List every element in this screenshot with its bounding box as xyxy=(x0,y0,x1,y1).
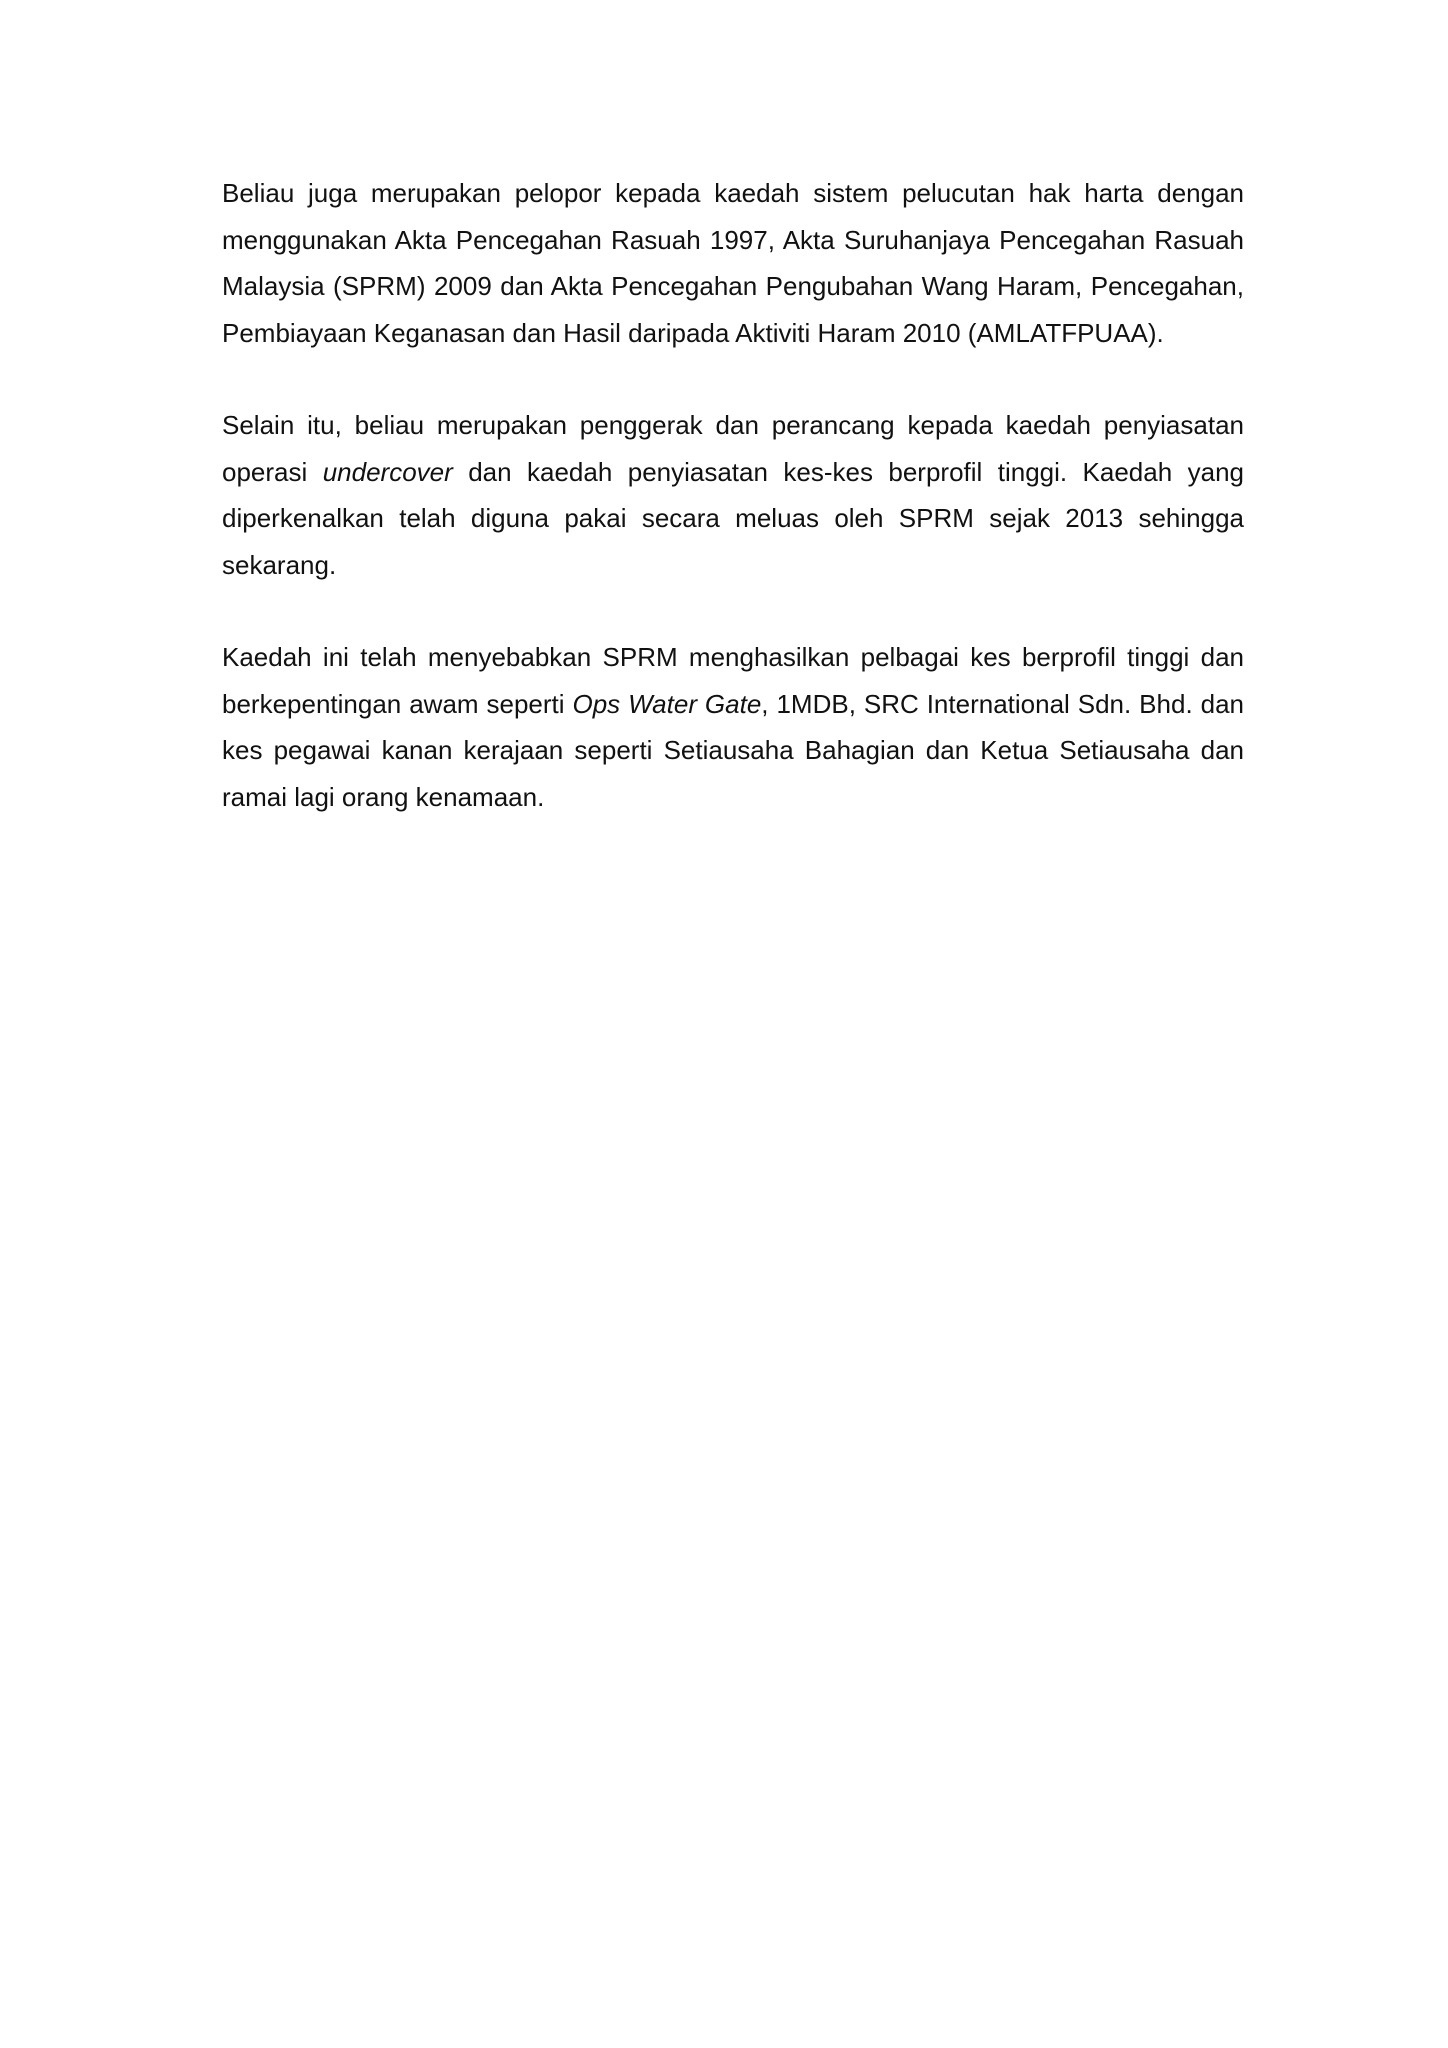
paragraph-text: Beliau juga merupakan pelopor kepada kaedah sistem pelucutan hak harta dengan menggunakan Akta Pencegahan Rasuah 1997, Akta Suruhanjaya Pencegahan Rasuah Malaysia (SPRM) 2009 dan Akta Pencegahan Pengubahan Wang Haram, Pencegahan, Pembiayaan Keganasan dan Hasil daripada Aktiviti Haram 2010 (AMLATFPUAA). xyxy=(222,178,1244,348)
paragraph-text: , 1MDB, SRC International Sdn. Bhd. dan kes pegawai kanan kerajaan seperti Setiausaha Bahagian dan Ketua Setiausaha dan ramai lagi orang kenamaan. xyxy=(222,688,1244,812)
italic-term: undercover xyxy=(322,456,453,487)
paragraph-text: Kaedah ini telah menyebabkan SPRM menghasilkan pelbagai kes berprofil tinggi dan berkepentingan awam seperti xyxy=(222,642,1244,719)
document-body xyxy=(222,170,1244,866)
paragraph-text: dan kaedah penyiasatan kes-kes berprofil tinggi. Kaedah yang diperkenalkan telah diguna pakai secara meluas oleh SPRM sejak 2013 sehingga sekarang. xyxy=(222,456,1244,580)
italic-term: Ops Water Gate xyxy=(572,688,762,719)
paragraph-text: Selain itu, beliau merupakan penggerak dan perancang kepada kaedah penyiasatan operasi xyxy=(222,410,1244,487)
paragraph-asset-forfeiture xyxy=(222,170,1244,356)
paragraph-high-profile-cases xyxy=(222,634,1244,820)
paragraph-undercover-operations xyxy=(222,402,1244,588)
